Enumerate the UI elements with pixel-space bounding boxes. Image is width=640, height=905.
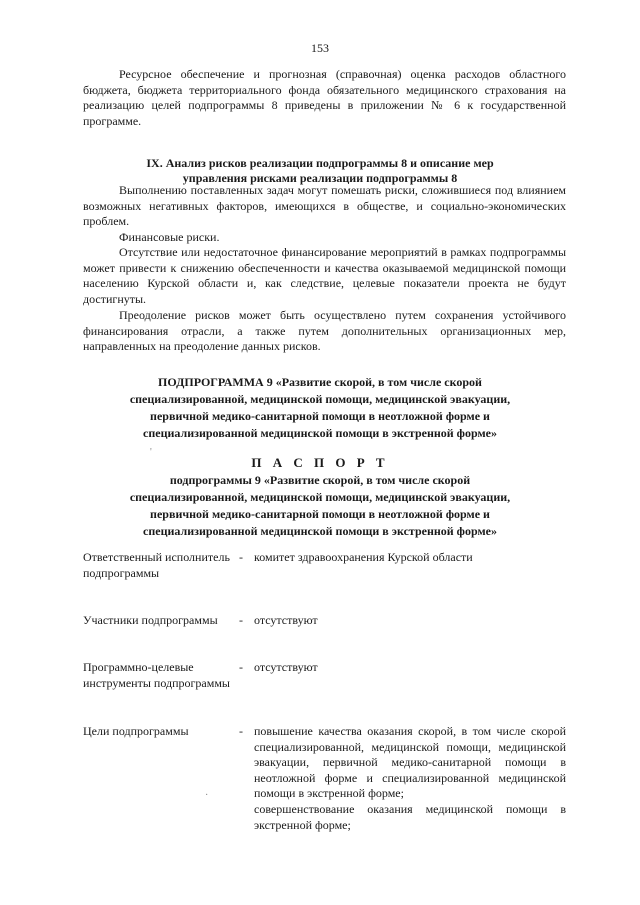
- passport-subtitle-line-2: специализированной, медицинской помощи, медицинской эвакуации,: [129, 490, 511, 504]
- row-value: [254, 724, 566, 833]
- risks-paragraph: Выполнению поставленных задач могут помешать риски, сложившиеся под влиянием возможных негативных факторов, имеющихся в обществе, и социально-экономических проблем.: [83, 183, 566, 229]
- row-dash: -: [239, 660, 243, 674]
- scan-mark: ': [150, 447, 152, 458]
- row-dash: -: [239, 613, 243, 627]
- subprogram-title-line-4: специализированной медицинской помощи в экстренной форме»: [143, 426, 497, 440]
- goal-item-1: повышение качества оказания скорой, в том числе скорой специализированной, медицинской помощи, медицинской эвакуации, первичной медико-санитарной помощи в неотложной форме и специализированной медицинской помощи в экстренной форме;: [254, 724, 566, 801]
- row-value: комитет здравоохранения Курской области: [254, 550, 473, 564]
- subprogram-title-line-3: первичной медико-санитарной помощи в неотложной форме и: [150, 409, 490, 423]
- row-label: Ответственный исполнитель подпрограммы: [83, 550, 230, 580]
- row-value: отсутствуют: [254, 660, 318, 674]
- page-number: 153: [311, 41, 329, 55]
- section-heading-line-1: IX. Анализ рисков реализации подпрограммы 8 и описание мер: [146, 156, 494, 170]
- passport-subtitle-line-3: первичной медико-санитарной помощи в неотложной форме и: [150, 507, 490, 521]
- section-heading-line-2: управления рисками реализации подпрограммы 8: [182, 171, 458, 185]
- row-label: Цели подпрограммы: [83, 724, 189, 738]
- subprogram-title-line-1: ПОДПРОГРАММА 9 «Развитие скорой, в том числе скорой: [158, 375, 482, 389]
- row-label: Программно-целевые инструменты подпрограммы: [83, 660, 230, 690]
- resource-paragraph: Ресурсное обеспечение и прогнозная (справочная) оценка расходов областного бюджета, бюджета территориального фонда обязательного медицинского страхования на реализацию целей подпрограммы 8 приведены в приложении № 6 к государственной программе.: [83, 67, 566, 128]
- row-dash: -: [239, 724, 243, 738]
- underfunding-paragraph: Отсутствие или недостаточное финансирование мероприятий в рамках подпрограммы может привести к снижению обеспеченности и качества оказываемой медицинской помощи населению Курской области и, как следствие, целевые показатели проекта не будут достигнуты.: [83, 245, 566, 306]
- passport-title: П А С П О Р Т: [251, 455, 389, 470]
- row-label: Участники подпрограммы: [83, 613, 218, 627]
- scan-mark: ·: [205, 790, 209, 801]
- row-dash: -: [239, 550, 243, 564]
- goal-item-2: совершенствование оказания медицинской помощи в экстренной форме;: [254, 801, 566, 832]
- subprogram-title-line-2: специализированной, медицинской помощи, медицинской эвакуации,: [129, 392, 511, 406]
- passport-subtitle-line-1: подпрограммы 9 «Развитие скорой, в том числе скорой: [169, 473, 471, 487]
- financial-risks-paragraph: Финансовые риски.: [119, 230, 220, 244]
- overcoming-paragraph: Преодоление рисков может быть осуществлено путем сохранения устойчивого финансирования отрасли, а также путем дополнительных организационных мер, направленных на преодоление данных рисков.: [83, 308, 566, 354]
- row-value: отсутствуют: [254, 613, 318, 627]
- passport-subtitle-line-4: специализированной медицинской помощи в экстренной форме»: [143, 524, 497, 538]
